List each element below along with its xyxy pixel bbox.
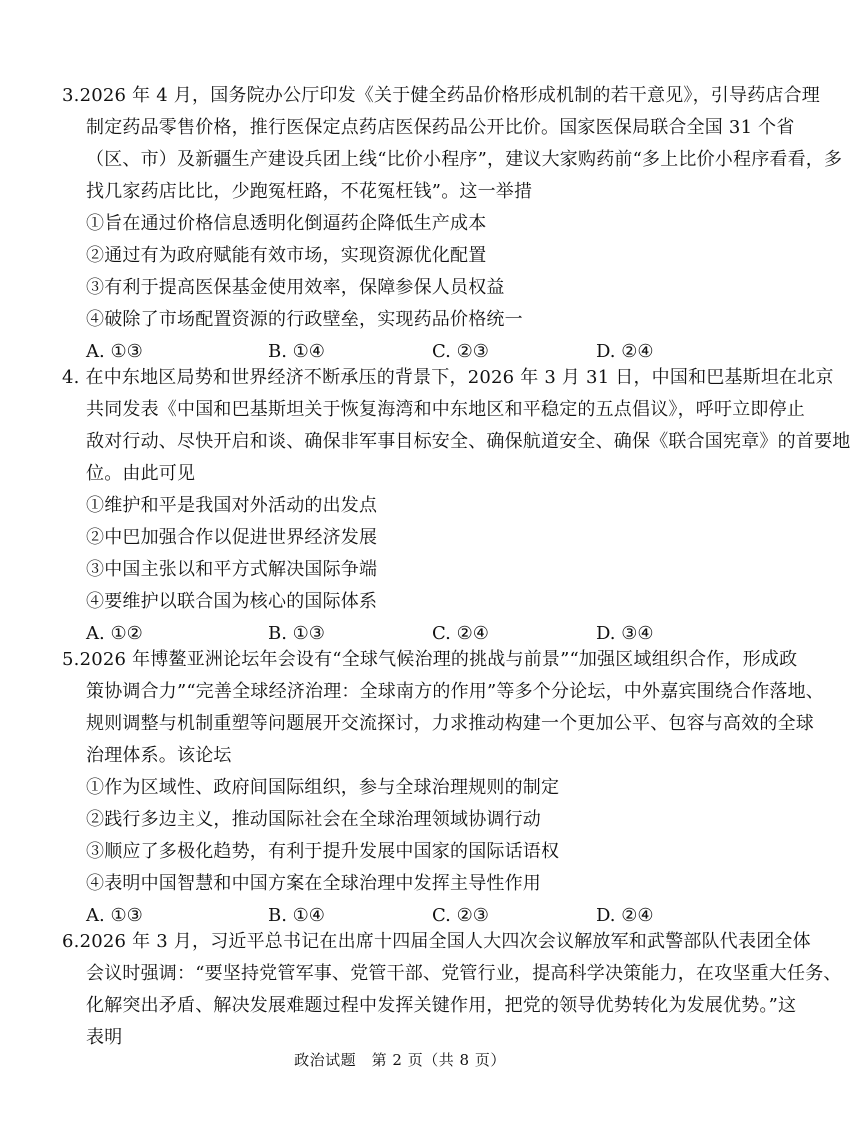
question-5 bbox=[62, 644, 825, 932]
option-a: A. ①③ bbox=[86, 341, 143, 362]
option-c: C. ②④ bbox=[432, 623, 489, 644]
question-stem-line: 3.2026 年 4 月，国务院办公厅印发《关于健全药品价格形成机制的若干意见》，引导药店合理 bbox=[62, 85, 820, 106]
statement: ④要维护以联合国为核心的国际体系 bbox=[86, 591, 378, 612]
statement: ③有利于提高医保基金使用效率，保障参保人员权益 bbox=[86, 277, 505, 298]
question-stem-line: 策协调合力”“完善全球经济治理：全球南方的作用”等多个分论坛，中外嘉宾围绕合作落地、 bbox=[86, 681, 825, 702]
page-footer: 政治试题 第 2 页（共 8 页） bbox=[294, 1051, 506, 1069]
statement: ①维护和平是我国对外活动的出发点 bbox=[86, 495, 378, 516]
question-stem-line: 治理体系。该论坛 bbox=[86, 745, 232, 766]
question-4 bbox=[62, 362, 850, 650]
question-stem-line: 4. 在中东地区局势和世界经济不断承压的背景下，2026 年 3 月 31 日，中国和巴基斯坦在北京 bbox=[62, 367, 834, 388]
question-stem-line: 制定药品零售价格，推行医保定点药店医保药品公开比价。国家医保局联合全国 31 个省 bbox=[86, 117, 795, 138]
option-a: A. ①③ bbox=[86, 905, 143, 926]
statement: ②践行多边主义，推动国际社会在全球治理领域协调行动 bbox=[86, 809, 541, 830]
statement: ②通过有为政府赋能有效市场，实现资源优化配置 bbox=[86, 245, 487, 266]
option-b: B. ①④ bbox=[268, 341, 325, 362]
question-stem-line: 5.2026 年博鳌亚洲论坛年会设有“全球气候治理的挑战与前景”“加强区域组织合作，形成政 bbox=[62, 649, 798, 670]
statement: ②中巴加强合作以促进世界经济发展 bbox=[86, 527, 378, 548]
option-b: B. ①④ bbox=[268, 905, 325, 926]
statement: ③中国主张以和平方式解决国际争端 bbox=[86, 559, 378, 580]
question-stem-line: 共同发表《中国和巴基斯坦关于恢复海湾和中东地区和平稳定的五点倡议》，呼吁立即停止 bbox=[86, 399, 805, 420]
option-d: D. ②④ bbox=[596, 905, 654, 926]
option-c: C. ②③ bbox=[432, 341, 489, 362]
statement: ④表明中国智慧和中国方案在全球治理中发挥主导性作用 bbox=[86, 873, 541, 894]
question-3 bbox=[62, 80, 843, 368]
question-stem-line: （区、市）及新疆生产建设兵团上线“比价小程序”，建议大家购药前“多上比价小程序看看，多 bbox=[86, 149, 843, 170]
option-d: D. ②④ bbox=[596, 341, 654, 362]
question-stem-line: 规则调整与机制重塑等问题展开交流探讨，力求推动构建一个更加公平、包容与高效的全球 bbox=[86, 713, 814, 734]
option-a: A. ①② bbox=[86, 623, 143, 644]
question-stem-line: 化解突出矛盾、解决发展难题过程中发挥关键作用，把党的领导优势转化为发展优势。”这 bbox=[86, 995, 797, 1016]
question-stem-line: 6.2026 年 3 月，习近平总书记在出席十四届全国人大四次会议解放军和武警部队代表团全体 bbox=[62, 931, 811, 952]
question-stem-line: 敌对行动、尽快开启和谈、确保非军事目标安全、确保航道安全、确保《联合国宪章》的首要地 bbox=[86, 431, 850, 452]
statement: ①旨在通过价格信息透明化倒逼药企降低生产成本 bbox=[86, 213, 487, 234]
option-d: D. ③④ bbox=[596, 623, 654, 644]
statement: ③顺应了多极化趋势，有利于提升发展中国家的国际话语权 bbox=[86, 841, 560, 862]
statement: ④破除了市场配置资源的行政壁垒，实现药品价格统一 bbox=[86, 309, 523, 330]
option-c: C. ②③ bbox=[432, 905, 489, 926]
question-stem-line: 找几家药店比比，少跑冤枉路，不花冤枉钱”。这一举措 bbox=[86, 181, 533, 202]
option-b: B. ①③ bbox=[268, 623, 325, 644]
question-stem-line: 位。由此可见 bbox=[86, 463, 196, 484]
statement: ①作为区域性、政府间国际组织，参与全球治理规则的制定 bbox=[86, 777, 560, 798]
question-stem-line: 会议时强调：“要坚持党管军事、党管干部、党管行业，提高科学决策能力，在攻坚重大任务、 bbox=[86, 963, 842, 984]
question-stem-line: 表明 bbox=[86, 1027, 123, 1048]
question-6 bbox=[62, 926, 842, 1054]
